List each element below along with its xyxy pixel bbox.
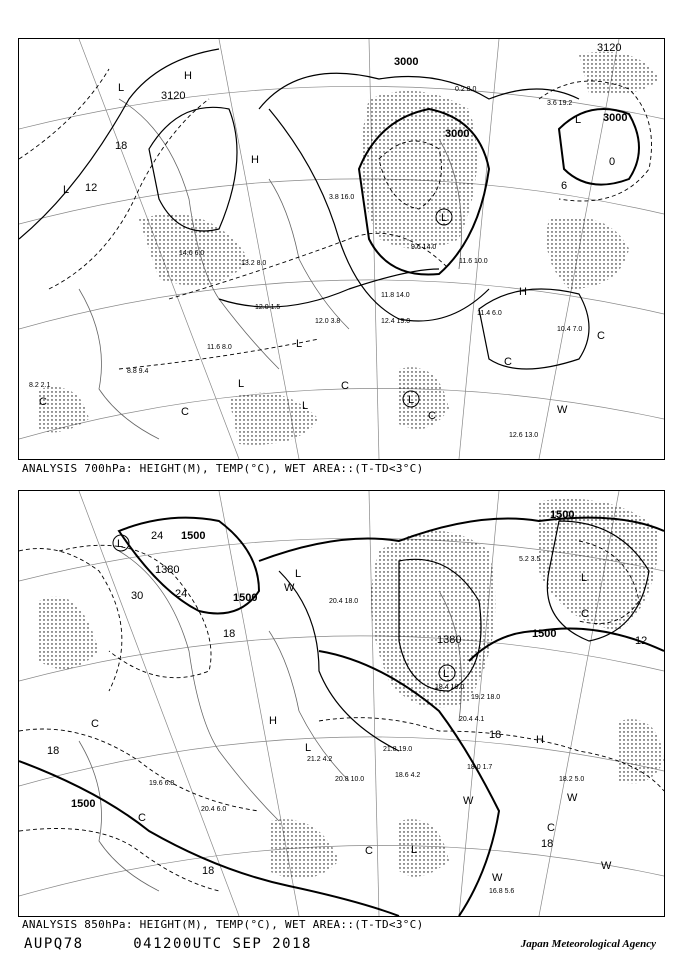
height-label: 3120 [597, 42, 622, 54]
pressure-center-symbol: L [295, 568, 302, 580]
pressure-center-symbol: H [519, 286, 527, 298]
temp-label: 18 [202, 865, 215, 877]
station-value: 12.0 3.8 [315, 318, 341, 325]
temp-center-symbol: W [557, 404, 568, 416]
map-700hpa-canvas [19, 39, 664, 459]
station-value: 0.2 8.0 [455, 86, 477, 93]
temp-center-symbol: C [138, 812, 146, 824]
station-value: 10.4 7.0 [557, 326, 583, 333]
station-value: 19.6 6.8 [149, 780, 175, 787]
pressure-center-symbol: L [302, 400, 309, 412]
pressure-center-symbol: L [443, 668, 450, 680]
station-value: 18.2 5.0 [559, 776, 585, 783]
temp-center-symbol: C [504, 356, 512, 368]
height-label: 1500 [532, 628, 557, 640]
station-value: 11.8 14.0 [381, 292, 410, 299]
temp-center-symbol: C [39, 396, 47, 408]
temp-center-symbol: C [181, 406, 189, 418]
temp-center-symbol: W [567, 792, 578, 804]
pressure-center-symbol: H [184, 70, 192, 82]
station-value: 12.4 19.0 [381, 318, 411, 325]
station-value: 11.4 6.0 [477, 310, 502, 317]
temp-label: 18 [541, 838, 554, 850]
pressure-center-symbol: L [441, 212, 448, 224]
temp-center-symbol: C [428, 410, 436, 422]
temp-label: 12 [635, 635, 648, 647]
map-panel-850hpa [18, 490, 665, 917]
station-value: 20.4 18.0 [329, 598, 359, 605]
wet-areas [39, 52, 659, 445]
station-value: 8.2 2.1 [29, 382, 51, 389]
station-value: 21.2 4.2 [307, 756, 333, 763]
height-label: 3000 [394, 56, 419, 68]
temp-center-symbol: C [581, 608, 589, 620]
pressure-center-symbol: H [251, 154, 259, 166]
station-value: 11.6 8.0 [207, 344, 232, 351]
height-label: 1500 [71, 798, 96, 810]
agency-name: Japan Meteorological Agency [520, 938, 656, 950]
chart-valid-time: 041200UTC SEP 2018 [133, 936, 312, 952]
station-value: 12.0 1.5 [255, 304, 281, 311]
temp-label: 18 [223, 628, 236, 640]
height-label: 3000 [603, 112, 628, 124]
pressure-center-symbol: L [575, 114, 582, 126]
station-value: 13.2 8.0 [241, 260, 267, 267]
station-value: 20.8 10.0 [335, 776, 365, 783]
station-value: 20.4 4.1 [459, 716, 485, 723]
station-value: 9.6 14.0 [411, 244, 437, 251]
station-value: 20.4 6.0 [201, 806, 227, 813]
station-value: 18.0 1.7 [467, 764, 493, 771]
temp-center-symbol: C [547, 822, 555, 834]
height-label: 1380 [437, 634, 462, 646]
station-value: 18.4 10.0 [435, 684, 465, 691]
chart-id: AUPQ78 [24, 936, 84, 952]
temp-center-symbol: C [91, 718, 99, 730]
panel-caption-700hpa: ANALYSIS 700hPa: HEIGHT(M), TEMP(°C), WET AREA::(T-TD<3°C) [22, 462, 424, 475]
temp-center-symbol: W [492, 872, 503, 884]
pressure-center-symbol: L [305, 742, 312, 754]
wet-areas [39, 499, 664, 879]
map-850hpa-canvas [19, 491, 664, 916]
height-label: 3000 [445, 128, 470, 140]
station-value: 5.2 3.5 [519, 556, 541, 563]
station-value: 12.6 13.0 [509, 432, 539, 439]
height-label: 1500 [181, 530, 206, 542]
temp-label: 18 [489, 729, 502, 741]
height-label: 3120 [161, 90, 186, 102]
temp-label: 0 [609, 156, 616, 168]
station-value: 3.8 16.0 [329, 194, 355, 201]
station-value: 18.6 4.2 [395, 772, 421, 779]
pressure-center-symbol: L [118, 82, 125, 94]
map-panel-700hpa [18, 38, 665, 460]
pressure-center-symbol: L [408, 394, 415, 406]
temp-center-symbol: C [341, 380, 349, 392]
station-value: 8.8 9.4 [127, 368, 149, 375]
station-plots [29, 86, 582, 439]
station-value: 3.6 19.2 [547, 100, 573, 107]
temp-label: 30 [131, 590, 144, 602]
pressure-center-symbol: H [536, 734, 544, 746]
temp-center-symbol: W [601, 860, 612, 872]
pressure-center-symbol: L [63, 184, 70, 196]
temp-center-symbol: W [463, 795, 474, 807]
temp-center-symbol: C [365, 845, 373, 857]
temp-label: 12 [85, 182, 98, 194]
pressure-center-symbol: L [296, 338, 303, 350]
station-value: 21.8 19.0 [383, 746, 413, 753]
pressure-center-symbol: H [269, 715, 277, 727]
height-label: 1500 [550, 509, 575, 521]
pressure-center-symbol: L [117, 538, 124, 550]
station-value: 14.6 6.0 [179, 250, 205, 257]
pressure-center-symbol: L [411, 844, 418, 856]
station-value: 11.6 10.0 [459, 258, 488, 265]
panel-caption-850hpa: ANALYSIS 850hPa: HEIGHT(M), TEMP(°C), WET AREA::(T-TD<3°C) [22, 918, 424, 931]
temp-label: 18 [47, 745, 60, 757]
chart-code [24, 936, 312, 952]
height-label: 1380 [155, 564, 180, 576]
pressure-center-symbol: L [581, 572, 588, 584]
station-value: 16.8 5.6 [489, 888, 515, 895]
temp-center-symbol: C [597, 330, 605, 342]
pressure-center-symbol: L [238, 378, 245, 390]
temp-label: 6 [561, 180, 568, 192]
temp-label: 24 [151, 530, 164, 542]
temp-center-symbol: W [284, 582, 295, 594]
station-value: 19.2 18.0 [471, 694, 501, 701]
height-label: 1500 [233, 592, 258, 604]
temp-label: 24 [175, 588, 188, 600]
temp-label: 18 [115, 140, 128, 152]
